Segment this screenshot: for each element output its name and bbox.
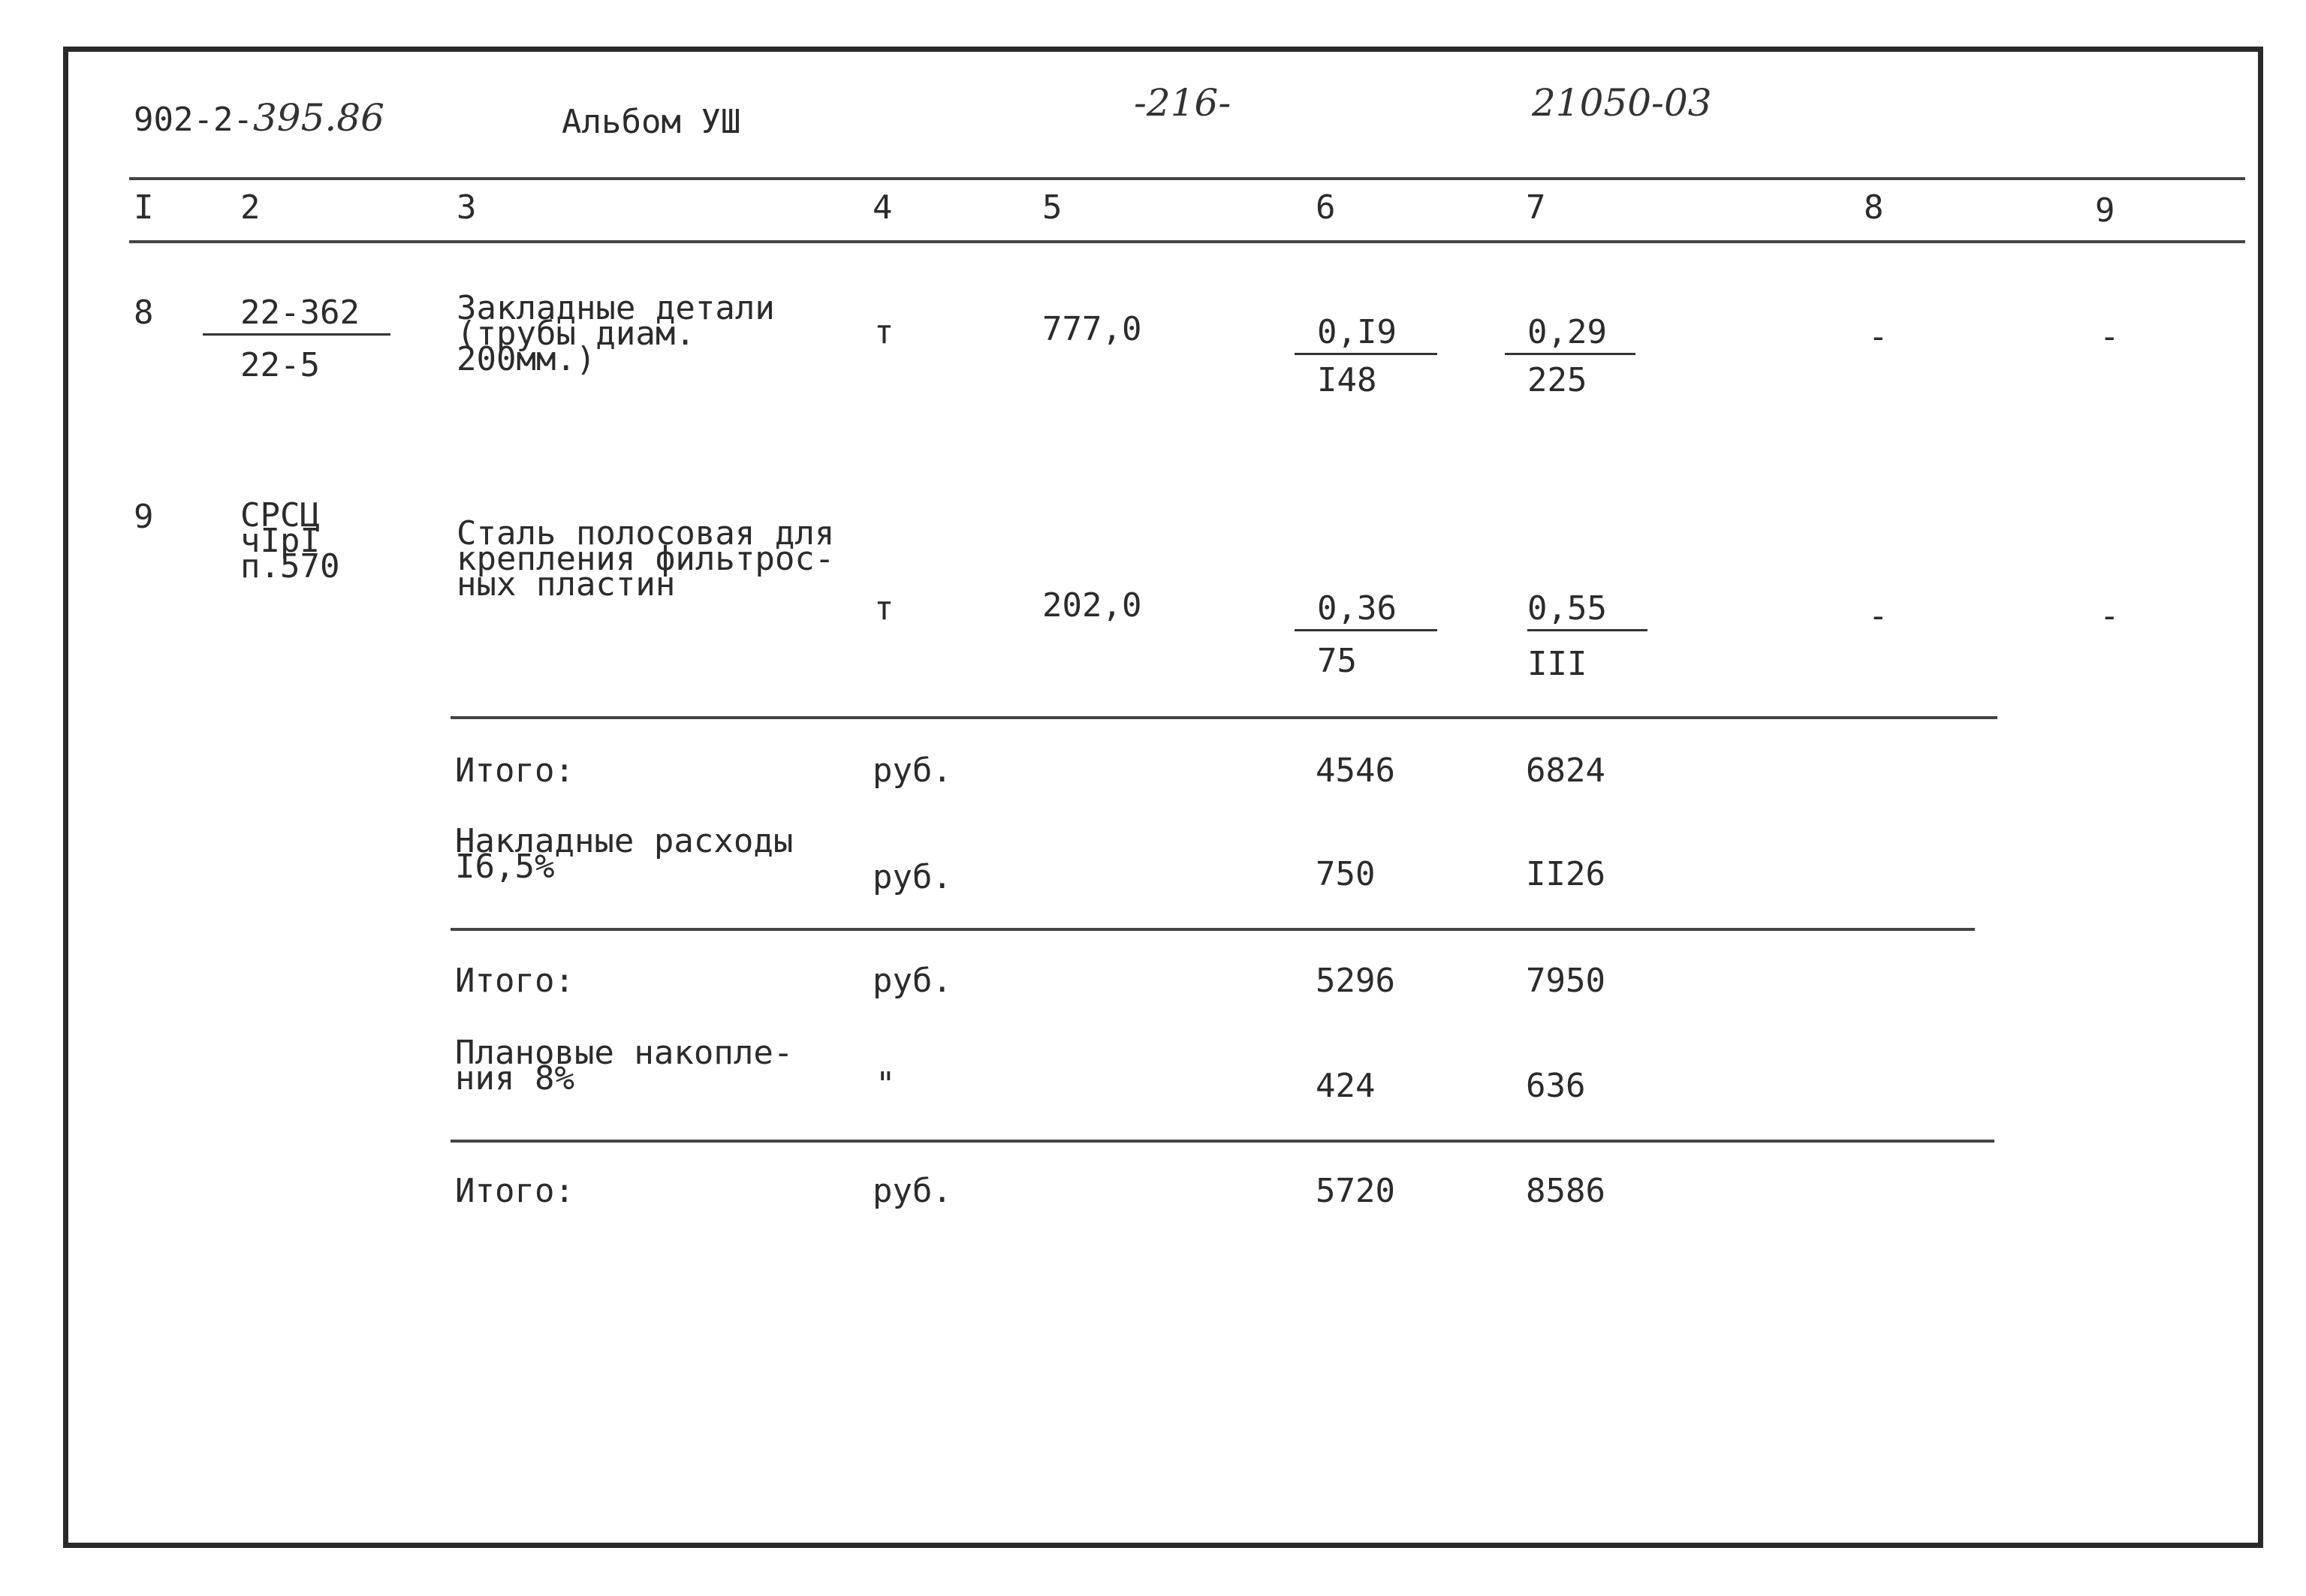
row-8-col6-bottom: I48 [1317,361,1377,399]
column-header-1: I [134,188,154,227]
row-9-col8: - [1868,597,1889,635]
subtotal-rule-1 [451,716,1997,719]
row-9-col6-top: 0,36 [1295,590,1437,631]
header-rule [129,177,2245,180]
total-1-col6: 4546 [1316,751,1395,790]
doc-code-handwritten: 395.86 [252,96,384,140]
row-8-col8: - [1868,318,1889,356]
row-8-name: Закладные детали (трубы диам. 200мм.) [457,289,775,378]
overhead-col7: II26 [1526,855,1605,893]
total-3-unit: руб. [873,1172,952,1210]
row-8-number: 8 [134,294,154,332]
subtotal-rule-3 [451,1140,1994,1143]
row-9-unit: т [874,589,894,628]
row-8-col7-top: 0,29 [1505,314,1635,355]
column-header-9: 9 [2095,191,2115,230]
row-9-qty: 202,0 [1042,586,1142,625]
planned-savings-col7: 636 [1526,1067,1586,1105]
column-header-4: 4 [873,188,893,227]
total-3-col7: 8586 [1526,1172,1605,1210]
row-9-col6-bottom: 75 [1317,642,1357,680]
column-header-7: 7 [1526,188,1546,227]
planned-savings-label: Плановые накопле- ния 8% [455,1034,794,1098]
total-2-col7: 7950 [1526,962,1605,1000]
row-8-code-bottom: 22-5 [240,346,320,384]
column-header-5: 5 [1042,188,1063,227]
total-3-col6: 5720 [1316,1172,1395,1210]
total-1-unit: руб. [873,751,952,790]
total-2-unit: руб. [873,962,952,1000]
row-8-col9: - [2100,318,2120,356]
page-number: -216- [1134,81,1231,125]
row-9-col9: - [2100,597,2120,635]
album-label: Альбом УШ [562,103,741,141]
planned-savings-col6: 424 [1316,1067,1376,1105]
column-header-2: 2 [240,188,261,227]
row-9-col7-bottom: III [1527,645,1587,683]
overhead-col6: 750 [1316,855,1376,893]
row-9-name: Сталь полосовая для крепления фильтрос- ных пластин [457,514,835,604]
overhead-unit: руб. [873,858,952,896]
total-2-col6: 5296 [1316,962,1395,1000]
row-8-col7-bottom: 225 [1527,361,1587,399]
row-9-col7-top: 0,55 [1527,590,1647,631]
subtotal-rule-2 [451,928,1975,931]
row-8-unit: т [874,313,894,351]
row-8-col6-top: 0,I9 [1295,314,1437,355]
column-header-3: 3 [457,188,477,227]
doc-code: 902-2-395.86 [134,96,384,140]
row-8-code-top: 22-362 [203,294,390,336]
total-1-col7: 6824 [1526,751,1605,790]
column-header-8: 8 [1864,188,1884,227]
overhead-label: Накладные расходы I6,5% [455,822,794,886]
column-header-rule [129,240,2245,243]
total-2-label: Итого: [455,962,574,1000]
row-9-code: СРСЦ чIpI п.570 [240,496,340,586]
document-frame [63,47,2263,1548]
row-9-number: 9 [134,498,154,536]
project-number: 21050-03 [1532,81,1712,125]
column-header-6: 6 [1316,188,1336,227]
total-3-label: Итого: [455,1172,574,1210]
total-1-label: Итого: [455,751,574,790]
row-8-qty: 777,0 [1042,310,1142,348]
planned-savings-unit: " [876,1065,896,1104]
